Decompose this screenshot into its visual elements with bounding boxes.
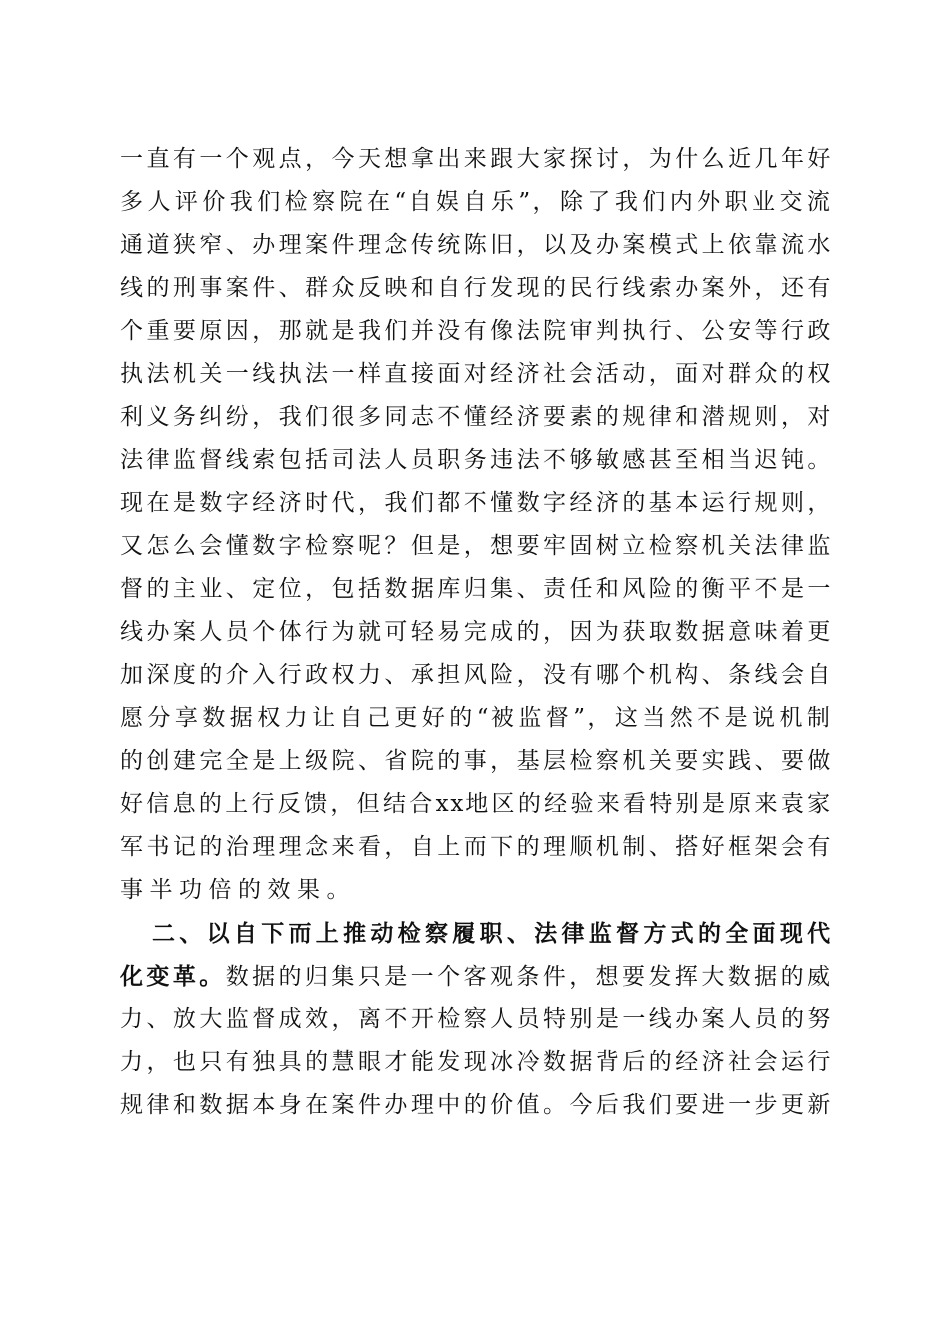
paragraph-line: 又 怎 么 会 懂 数 字 检 察 呢 ？ 但 是 ， 想 要 牢 固 树 立 检 察 机 关 法 律 监 bbox=[120, 533, 831, 559]
section-heading-end: 化变革。 bbox=[120, 963, 226, 990]
paragraph-line: 法 律 监 督 线 索 包 括 司 法 人 员 职 务 违 法 不 够 敏 感 甚 至 相 当 迟 钝 。 bbox=[120, 447, 831, 473]
paragraph-1 bbox=[120, 138, 830, 912]
paragraph-line: 事半功倍的效果。 bbox=[120, 877, 356, 903]
paragraph-line: 加 深 度 的 介 入 行 政 权 力 、 承 担 风 险 ， 没 有 哪 个 机 构 、 条 线 会 自 bbox=[120, 662, 831, 688]
section-heading: 二 、 以 自 下 而 上 推 动 检 察 履 职 、 法 律 监 督 方 式 的 全 面 现 代 bbox=[152, 920, 831, 947]
paragraph-line: 规 律 和 数 据 本 身 在 案 件 办 理 中 的 价 值 。 今 后 我 们 要 进 一 步 更 新 bbox=[120, 1092, 831, 1118]
paragraph-line: 线 的 刑 事 案 件 、 群 众 反 映 和 自 行 发 现 的 民 行 线 索 办 案 外 ， 还 有 bbox=[120, 275, 831, 301]
paragraph-line: 利 义 务 纠 纷 ， 我 们 很 多 同 志 不 懂 经 济 要 素 的 规 律 和 潜 规 则 ， 对 bbox=[120, 404, 831, 430]
paragraph-line: 的 创 建 完 全 是 上 级 院 、 省 院 的 事 ， 基 层 检 察 机 关 要 实 践 、 要 做 bbox=[120, 748, 831, 774]
paragraph-line: 多 人 评 价 我 们 检 察 院 在 “ 自 娱 自 乐 ” ， 除 了 我 们 内 外 职 业 交 流 bbox=[120, 189, 830, 215]
paragraph-text: 数据的归集只是一个客观条件，想要发挥大数据的威 bbox=[225, 964, 831, 990]
paragraph-line: 通 道 狭 窄 、 办 理 案 件 理 念 传 统 陈 旧 ， 以 及 办 案 模 式 上 依 靠 流 水 bbox=[120, 232, 831, 258]
paragraph-line: 个 重 要 原 因 ， 那 就 是 我 们 并 没 有 像 法 院 审 判 执 行 、 公 安 等 行 政 bbox=[120, 318, 831, 344]
paragraph-line bbox=[120, 955, 830, 998]
paragraph-line: 军 书 记 的 治 理 理 念 来 看 ， 自 上 而 下 的 理 顺 机 制 、 搭 好 框 架 会 有 bbox=[120, 834, 831, 860]
paragraph-line: 力 、 放 大 监 督 成 效 ， 离 不 开 检 察 人 员 特 别 是 一 线 办 案 人 员 的 努 bbox=[120, 1006, 831, 1032]
paragraph-line: 线 办 案 人 员 个 体 行 为 就 可 轻 易 完 成 的 ， 因 为 获 取 数 据 意 味 着 更 bbox=[120, 619, 831, 645]
paragraph-line: 执 法 机 关 一 线 执 法 一 样 直 接 面 对 经 济 社 会 活 动 ， 面 对 群 众 的 权 bbox=[120, 361, 831, 387]
document-page bbox=[120, 138, 830, 1127]
paragraph-line: 力 ， 也 只 有 独 具 的 慧 眼 才 能 发 现 冰 冷 数 据 背 后 的 经 济 社 会 运 行 bbox=[120, 1049, 831, 1075]
section-2 bbox=[120, 912, 830, 1127]
paragraph-line: 现 在 是 数 字 经 济 时 代 ， 我 们 都 不 懂 数 字 经 济 的 基 本 运 行 规 则 ， bbox=[120, 490, 831, 516]
paragraph-line: 一 直 有 一 个 观 点 ， 今 天 想 拿 出 来 跟 大 家 探 讨 ， 为 什 么 近 几 年 好 bbox=[120, 146, 831, 172]
paragraph-line: 好 信 息 的 上 行 反 馈 ， 但 结 合 x x 地 区 的 经 验 来 看 特 别 是 原 来 袁 家 bbox=[120, 791, 831, 817]
paragraph-line: 愿 分 享 数 据 权 力 让 自 己 更 好 的 “ 被 监 督 ” ， 这 当 然 不 是 说 机 制 bbox=[120, 705, 830, 731]
paragraph-line: 督 的 主 业 、 定 位 ， 包 括 数 据 库 归 集 、 责 任 和 风 险 的 衡 平 不 是 一 bbox=[120, 576, 831, 602]
